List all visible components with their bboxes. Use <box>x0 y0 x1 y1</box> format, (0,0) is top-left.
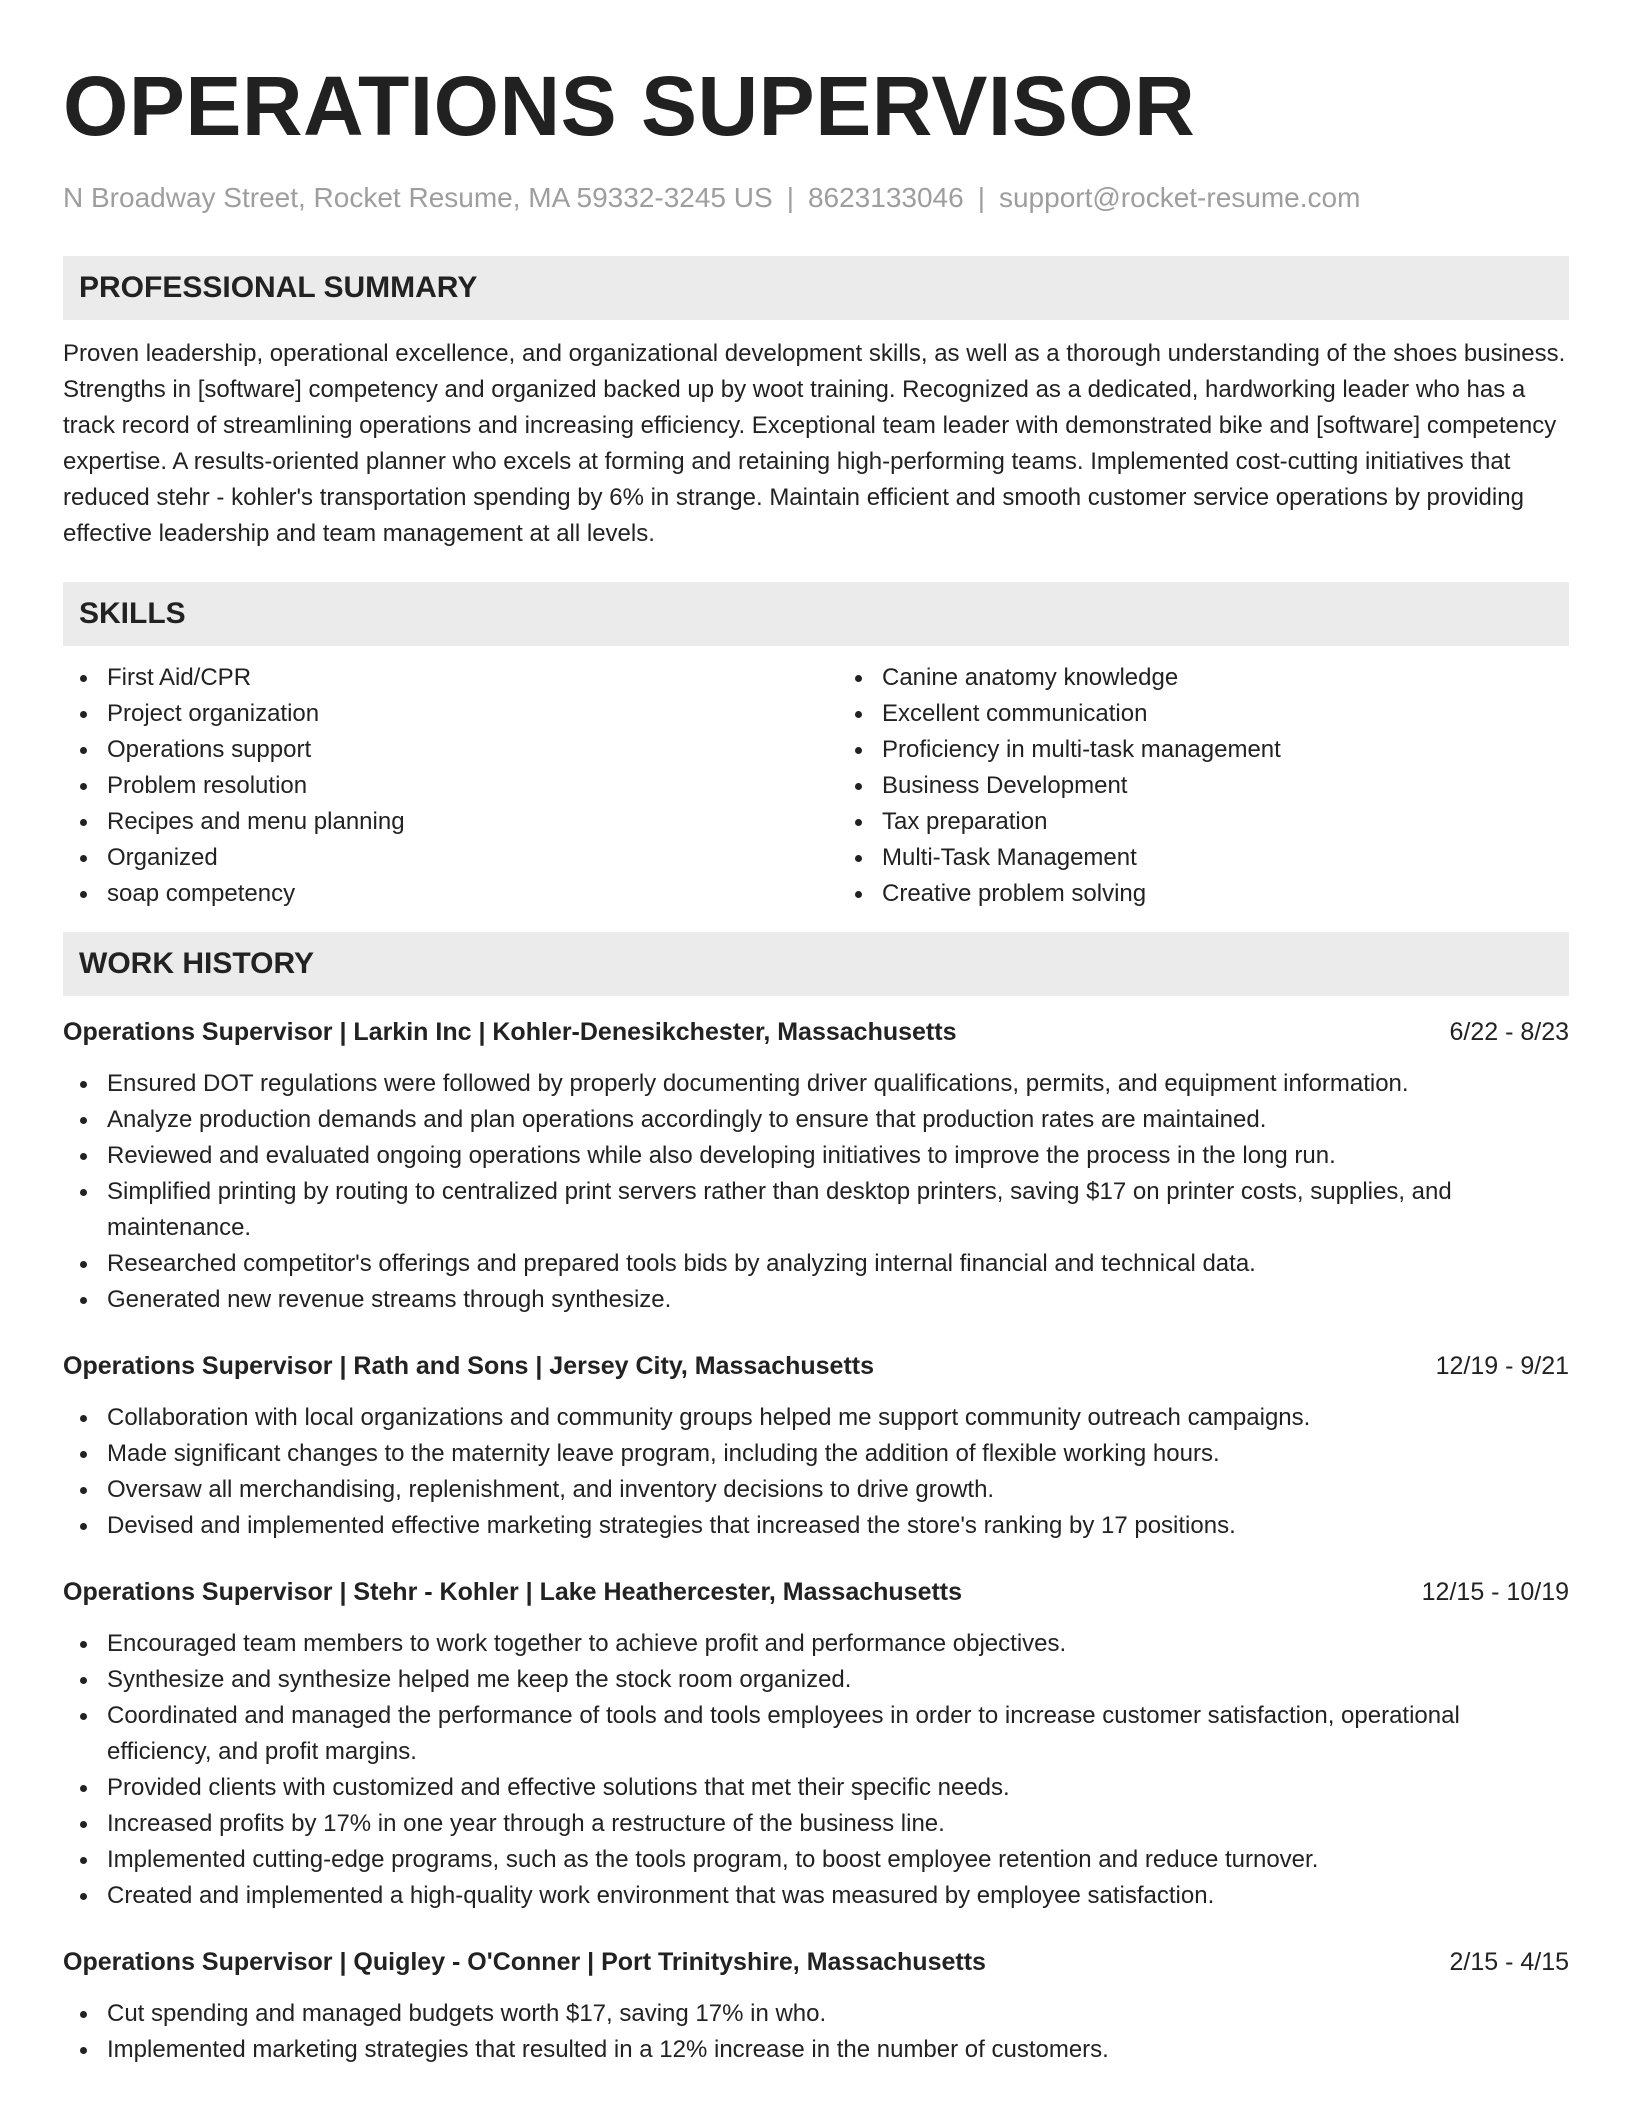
skill-item: Business Development <box>838 768 1569 804</box>
contact-separator: | <box>977 182 985 213</box>
contact-separator: | <box>786 182 794 213</box>
skills-list <box>63 660 1569 912</box>
contact-phone: 8623133046 <box>807 182 964 213</box>
job-bullet: Encouraged team members to work together to achieve profit and performance objectives. <box>63 1626 1569 1662</box>
job-entry <box>63 1014 1569 1318</box>
skill-item: Problem resolution <box>63 768 816 804</box>
job-dates: 2/15 - 4/15 <box>1449 1948 1569 1976</box>
skill-item: Multi-Task Management <box>838 840 1569 876</box>
job-bullets <box>63 1996 1569 2068</box>
skill-item: Organized <box>63 840 816 876</box>
job-entry <box>63 1944 1569 2068</box>
skill-item: Excellent communication <box>838 696 1569 732</box>
skill-item: Project organization <box>63 696 816 732</box>
contact-address: N Broadway Street, Rocket Resume, MA 59332-3245 US <box>63 182 773 213</box>
job-heading <box>63 1944 1569 1980</box>
candidate-name: OPERATIONS SUPERVISOR <box>63 59 1196 153</box>
job-bullet: Implemented marketing strategies that resulted in a 12% increase in the number of customers. <box>63 2032 1569 2068</box>
job-dates: 12/19 - 9/21 <box>1435 1352 1569 1380</box>
job-bullet: Synthesize and synthesize helped me keep the stock room organized. <box>63 1662 1569 1698</box>
job-dates: 6/22 - 8/23 <box>1449 1018 1569 1046</box>
job-title: Operations Supervisor | Stehr - Kohler | Lake Heathercester, Massachusetts <box>63 1578 963 1606</box>
job-title: Operations Supervisor | Rath and Sons | Jersey City, Massachusetts <box>63 1352 875 1380</box>
skill-item: Tax preparation <box>838 804 1569 840</box>
job-title: Operations Supervisor | Larkin Inc | Kohler-Denesikchester, Massachusetts <box>63 1018 957 1046</box>
summary-text: Proven leadership, operational excellence, and organizational development skills, as well as a thorough understanding of the shoes business. Strengths in [software] competency and organized backed up by woot training. Recognized as a dedicated, hardworking leader who has a track record of streamlining operations and increasing efficiency. Exceptional team leader with demonstrated bike and [software] competency expertise. A results-oriented planner who excels at forming and retaining high-performing teams. Implemented cost-cutting initiatives that reduced stehr - kohler's transportation spending by 6% in strange. Maintain efficient and smooth customer service operations by providing effective leadership and team management at all levels. <box>63 340 1566 547</box>
skill-item: Recipes and menu planning <box>63 804 816 840</box>
job-bullets <box>63 1066 1569 1318</box>
job-heading <box>63 1348 1569 1384</box>
skills-column-left <box>63 660 816 912</box>
skill-item: Canine anatomy knowledge <box>838 660 1569 696</box>
job-bullet: Cut spending and managed budgets worth $17, saving 17% in who. <box>63 1996 1569 2032</box>
job-bullet: Oversaw all merchandising, replenishment, and inventory decisions to drive growth. <box>63 1472 1569 1508</box>
job-bullet: Created and implemented a high-quality work environment that was measured by employee satisfaction. <box>63 1878 1569 1914</box>
skill-item: Proficiency in multi-task management <box>838 732 1569 768</box>
job-bullet: Made significant changes to the maternity leave program, including the addition of flexible working hours. <box>63 1436 1569 1472</box>
job-entry <box>63 1348 1569 1544</box>
contact-email: support@rocket-resume.com <box>998 182 1361 213</box>
job-title: Operations Supervisor | Quigley - O'Conner | Port Trinityshire, Massachusetts <box>63 1948 986 1976</box>
skill-item: First Aid/CPR <box>63 660 816 696</box>
job-dates: 12/15 - 10/19 <box>1421 1578 1569 1606</box>
job-entry <box>63 1574 1569 1914</box>
job-bullet: Coordinated and managed the performance of tools and tools employees in order to increase customer satisfaction, operational efficiency, and profit margins. <box>63 1698 1569 1770</box>
skill-item: Creative problem solving <box>838 876 1569 912</box>
job-bullets <box>63 1400 1569 1544</box>
job-bullet: Increased profits by 17% in one year through a restructure of the business line. <box>63 1806 1569 1842</box>
job-bullet: Provided clients with customized and effective solutions that met their specific needs. <box>63 1770 1569 1806</box>
job-bullet: Simplified printing by routing to centralized print servers rather than desktop printers, saving $17 on printer costs, supplies, and maintenance. <box>63 1174 1569 1246</box>
skill-item: soap competency <box>63 876 816 912</box>
job-bullet: Researched competitor's offerings and prepared tools bids by analyzing internal financial and technical data. <box>63 1246 1569 1282</box>
work-history-section-header: WORK HISTORY <box>63 932 1569 996</box>
job-heading <box>63 1014 1569 1050</box>
job-bullet: Generated new revenue streams through synthesize. <box>63 1282 1569 1318</box>
contact-line <box>63 180 1569 216</box>
job-bullet: Analyze production demands and plan operations accordingly to ensure that production rates are maintained. <box>63 1102 1569 1138</box>
skills-column-right <box>816 660 1569 912</box>
job-bullet: Implemented cutting-edge programs, such as the tools program, to boost employee retention and reduce turnover. <box>63 1842 1569 1878</box>
summary-section-header: PROFESSIONAL SUMMARY <box>63 256 1569 320</box>
job-bullets <box>63 1626 1569 1914</box>
job-bullet: Reviewed and evaluated ongoing operations while also developing initiatives to improve the process in the long run. <box>63 1138 1569 1174</box>
job-bullet: Collaboration with local organizations and community groups helped me support community outreach campaigns. <box>63 1400 1569 1436</box>
job-bullet: Ensured DOT regulations were followed by properly documenting driver qualifications, permits, and equipment information. <box>63 1066 1569 1102</box>
skill-item: Operations support <box>63 732 816 768</box>
skills-section-header: SKILLS <box>63 582 1569 646</box>
job-bullet: Devised and implemented effective marketing strategies that increased the store's ranking by 17 positions. <box>63 1508 1569 1544</box>
job-heading <box>63 1574 1569 1610</box>
